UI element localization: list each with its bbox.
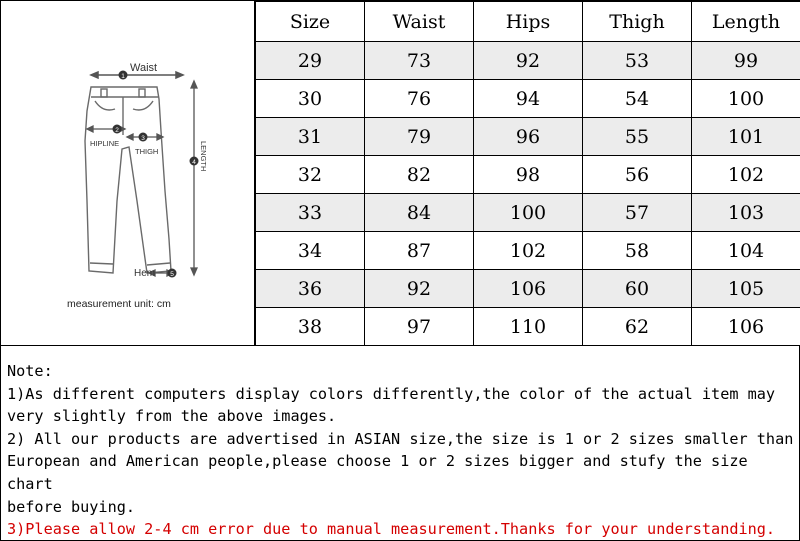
cell-length: 104: [692, 232, 800, 270]
waist-label: Waist: [130, 62, 158, 74]
pants-outline: [85, 87, 171, 273]
cell-hips: 110: [474, 308, 583, 346]
measurement-unit-label: measurement unit: cm: [67, 298, 171, 310]
note-2-line-3: before buying.: [7, 497, 136, 516]
notes-title: Note:: [7, 362, 53, 380]
cell-hips: 92: [474, 42, 583, 80]
marker-1-text: 1: [121, 73, 125, 80]
header-hips: Hips: [474, 2, 583, 42]
cell-hips: 106: [474, 270, 583, 308]
cell-size: 29: [256, 42, 365, 80]
cell-thigh: 55: [583, 118, 692, 156]
table-row: [256, 156, 800, 194]
cell-thigh: 53: [583, 42, 692, 80]
cell-thigh: 62: [583, 308, 692, 346]
marker-2-text: 2: [115, 127, 119, 134]
note-3: 3)Please allow 2-4 cm error due to manual measurement.Thanks for your understanding.: [7, 520, 776, 539]
table-row: [256, 118, 800, 156]
cell-thigh: 56: [583, 156, 692, 194]
cell-hips: 98: [474, 156, 583, 194]
cell-waist: 92: [365, 270, 474, 308]
header-length: Length: [692, 2, 800, 42]
cell-thigh: 58: [583, 232, 692, 270]
length-arrow: [191, 81, 197, 275]
cell-waist: 76: [365, 80, 474, 118]
marker-3-text: 3: [141, 135, 145, 142]
pants-diagram: [1, 1, 255, 346]
cell-length: 106: [692, 308, 800, 346]
table-row: [256, 80, 800, 118]
cell-length: 101: [692, 118, 800, 156]
cell-hips: 94: [474, 80, 583, 118]
header-thigh: Thigh: [583, 2, 692, 42]
table-row: [256, 270, 800, 308]
note-1-line-2: very slightly from the above images.: [7, 407, 337, 426]
note-2-line-1: 2) All our products are advertised in ASIAN size,the size is 1 or 2 sizes smaller than: [7, 429, 794, 448]
pants-diagram-panel: [1, 1, 255, 346]
marker-4-text: 4: [192, 159, 196, 166]
cell-hips: 96: [474, 118, 583, 156]
cell-size: 34: [256, 232, 365, 270]
cell-waist: 97: [365, 308, 474, 346]
cell-thigh: 54: [583, 80, 692, 118]
cell-size: 36: [256, 270, 365, 308]
cell-size: 31: [256, 118, 365, 156]
length-label: LENGTH: [199, 141, 208, 172]
cell-size: 30: [256, 80, 365, 118]
cell-length: 105: [692, 270, 800, 308]
table-row: [256, 42, 800, 80]
table-header-row: [256, 2, 800, 42]
hipline-label: HIPLINE: [90, 139, 120, 148]
header-waist: Waist: [365, 2, 474, 42]
header-size: Size: [256, 2, 365, 42]
cell-waist: 82: [365, 156, 474, 194]
table-row: [256, 308, 800, 346]
cell-waist: 73: [365, 42, 474, 80]
cell-size: 32: [256, 156, 365, 194]
cell-size: 33: [256, 194, 365, 232]
cell-thigh: 60: [583, 270, 692, 308]
table-row: [256, 194, 800, 232]
size-table: [255, 1, 800, 346]
cell-hips: 102: [474, 232, 583, 270]
cell-length: 102: [692, 156, 800, 194]
cell-size: 38: [256, 308, 365, 346]
cell-length: 100: [692, 80, 800, 118]
note-1-line-1: 1)As different computers display colors differently,the color of the actual item may: [7, 384, 776, 403]
cell-waist: 79: [365, 118, 474, 156]
notes-section: [1, 346, 800, 541]
hem-label: Hem: [134, 268, 156, 279]
cell-waist: 87: [365, 232, 474, 270]
cell-length: 103: [692, 194, 800, 232]
marker-5-text: 5: [170, 271, 174, 278]
cell-waist: 84: [365, 194, 474, 232]
cell-thigh: 57: [583, 194, 692, 232]
table-row: [256, 232, 800, 270]
cell-hips: 100: [474, 194, 583, 232]
cell-length: 99: [692, 42, 800, 80]
note-2-line-2: European and American people,please choose 1 or 2 sizes bigger and stufy the size chart: [7, 452, 748, 493]
thigh-label: THIGH: [135, 147, 159, 156]
